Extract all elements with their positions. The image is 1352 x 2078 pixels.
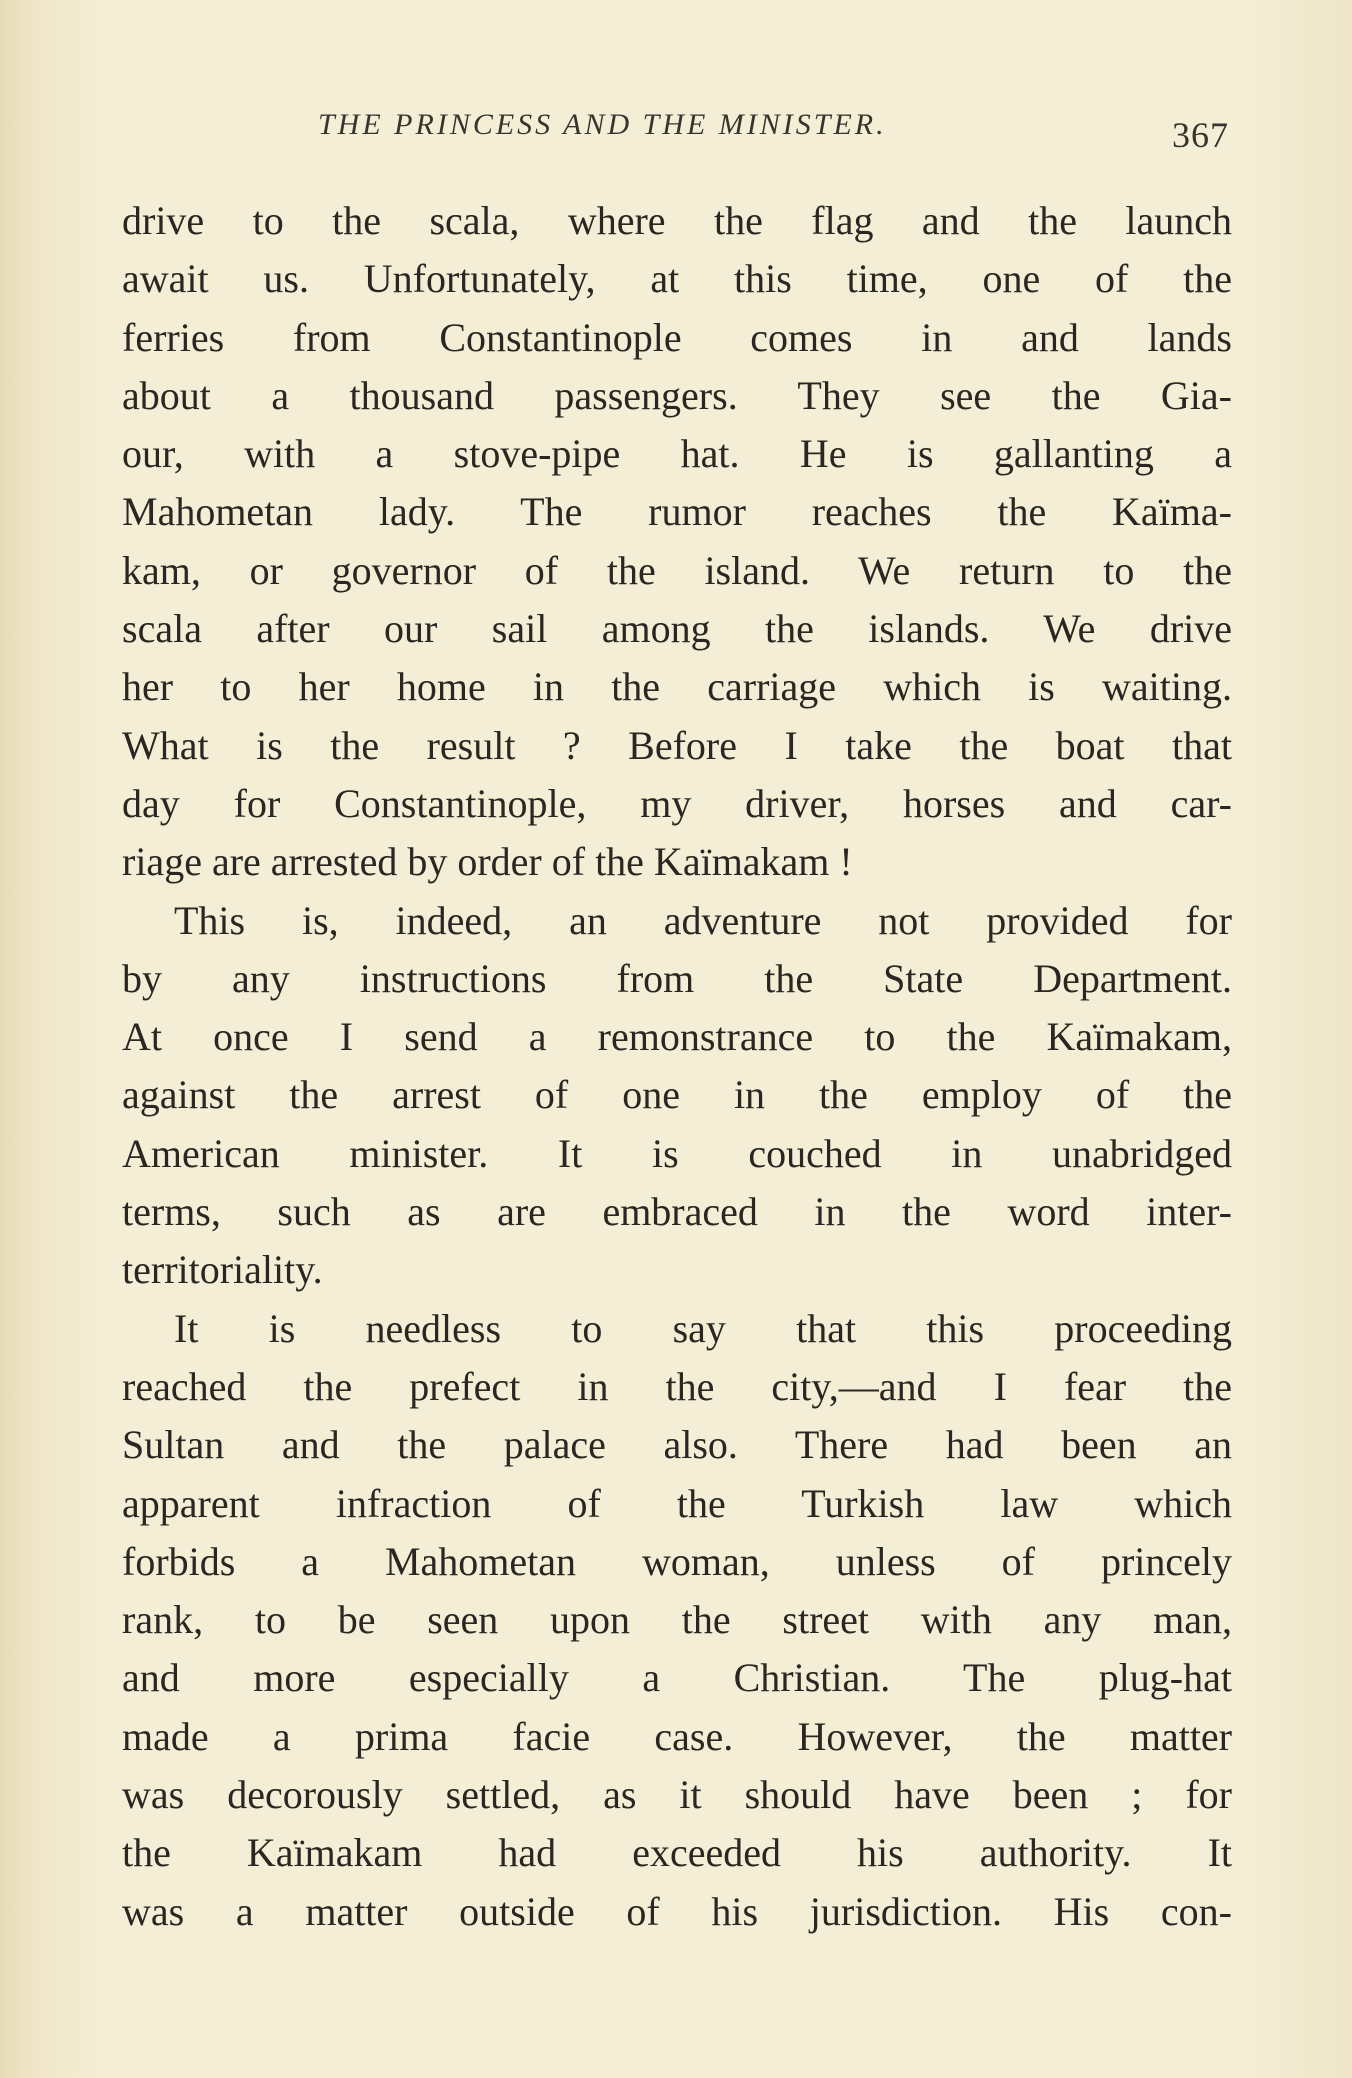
running-title: THE PRINCESS AND THE MINISTER. [318,108,887,141]
text-line: American minister. It is couched in unabridged [122,1130,1232,1176]
text-line: forbids a Mahometan woman, unless of princely [122,1538,1232,1584]
text-line: by any instructions from the State Department. [122,955,1232,1001]
text-line: reached the prefect in the city,—and I fear the [122,1363,1232,1409]
text-line: kam, or governor of the island. We return to the [122,547,1232,593]
running-head [0,100,1352,160]
text-line: What is the result ? Before I take the boat that [122,722,1232,768]
text-line: ferries from Constantinople comes in and lands [122,314,1232,360]
text-line: Sultan and the palace also. There had been an [122,1422,1232,1468]
text-line: and more especially a Christian. The plug-hat [122,1655,1232,1701]
text-line: was decorously settled, as it should have been ; for [122,1772,1232,1818]
text-line: our, with a stove-pipe hat. He is gallanting a [122,431,1232,477]
text-line: This is, indeed, an adventure not provided for [174,897,1232,943]
text-line: day for Constantinople, my driver, horses and car- [122,780,1232,826]
text-line: rank, to be seen upon the street with any man, [122,1597,1232,1643]
text-line: was a matter outside of his jurisdiction. His con- [122,1888,1232,1934]
text-line: drive to the scala, where the flag and the launch [122,198,1232,243]
body-text [122,192,1232,1941]
text-line: about a thousand passengers. They see the Gia- [122,372,1232,418]
text-line: the Kaïmakam had exceeded his authority. It [122,1830,1232,1876]
text-line: await us. Unfortunately, at this time, one of the [122,256,1232,302]
text-line: riage are arrested by order of the Kaïmakam ! [122,839,853,885]
text-line: scala after our sail among the islands. We drive [122,606,1232,652]
text-line: territoriality. [122,1247,323,1293]
page-number: 367 [1172,115,1229,155]
text-line: apparent infraction of the Turkish law which [122,1480,1232,1526]
text-line: It is needless to say that this proceeding [174,1305,1232,1351]
text-line: terms, such as are embraced in the word inter- [122,1189,1232,1235]
text-line: At once I send a remonstrance to the Kaïmakam, [122,1014,1232,1060]
text-line: against the arrest of one in the employ of the [122,1072,1232,1118]
text-line: Mahometan lady. The rumor reaches the Kaïma- [122,489,1232,535]
text-line: her to her home in the carriage which is waiting. [122,664,1232,710]
text-line: made a prima facie case. However, the matter [122,1713,1232,1759]
